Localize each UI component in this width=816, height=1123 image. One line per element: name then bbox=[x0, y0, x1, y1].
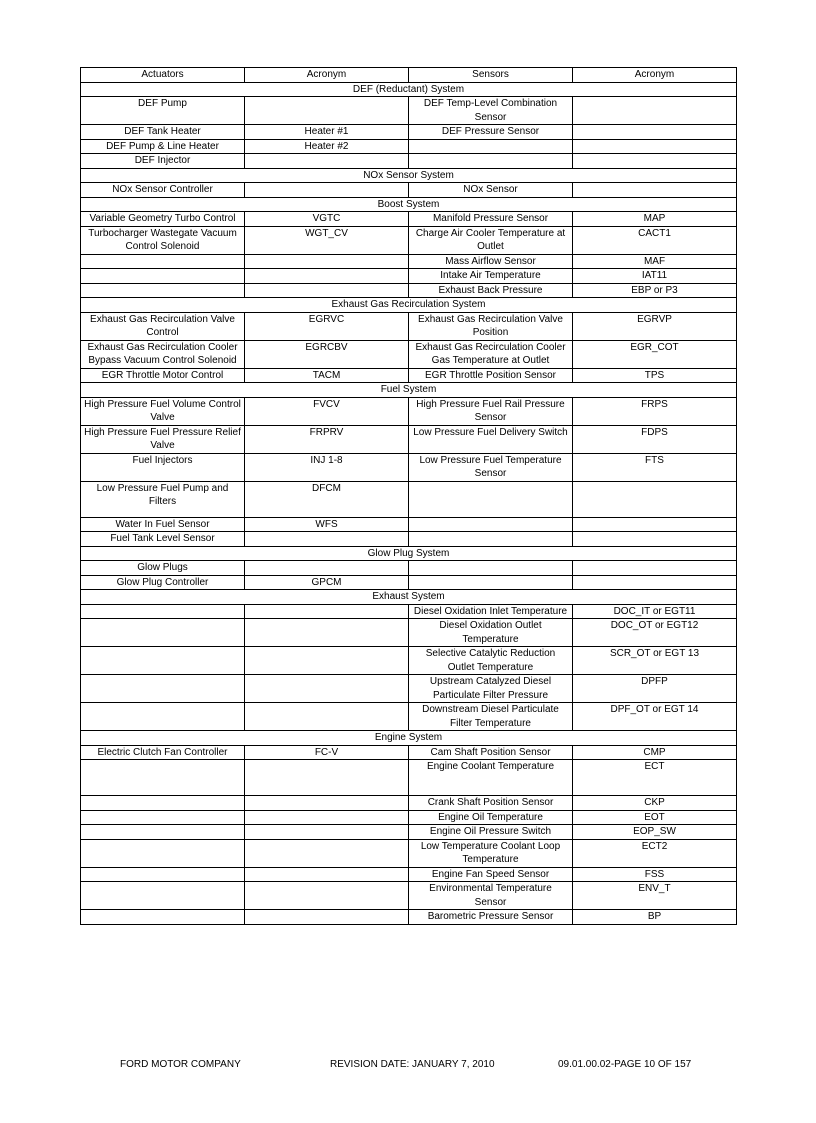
table-row bbox=[81, 604, 737, 619]
section-title: NOx Sensor System bbox=[81, 168, 737, 183]
table-row bbox=[81, 517, 737, 532]
actuator-cell bbox=[81, 867, 245, 882]
sensor-acronym-cell: DOC_IT or EGT11 bbox=[573, 604, 737, 619]
sensor-cell: Selective Catalytic Reduction Outlet Temperature bbox=[409, 647, 573, 675]
sensor-cell: Environmental Temperature Sensor bbox=[409, 882, 573, 910]
table-row bbox=[81, 97, 737, 125]
sensor-cell: Engine Fan Speed Sensor bbox=[409, 867, 573, 882]
table-row bbox=[81, 796, 737, 811]
sensor-acronym-cell bbox=[573, 517, 737, 532]
actuator-cell: Water In Fuel Sensor bbox=[81, 517, 245, 532]
actuator-acronym-cell bbox=[245, 183, 409, 198]
sensor-acronym-cell: EBP or P3 bbox=[573, 283, 737, 298]
actuator-cell: Exhaust Gas Recirculation Valve Control bbox=[81, 312, 245, 340]
sensor-cell: Manifold Pressure Sensor bbox=[409, 212, 573, 227]
table-row bbox=[81, 745, 737, 760]
sensor-acronym-cell bbox=[573, 481, 737, 517]
actuator-cell bbox=[81, 839, 245, 867]
table-row bbox=[81, 226, 737, 254]
table-row bbox=[81, 839, 737, 867]
actuator-acronym-cell bbox=[245, 882, 409, 910]
table-row bbox=[81, 340, 737, 368]
sensor-acronym-cell: CKP bbox=[573, 796, 737, 811]
section-title: Fuel System bbox=[81, 383, 737, 398]
sensor-acronym-cell: EGR_COT bbox=[573, 340, 737, 368]
sensor-acronym-cell bbox=[573, 125, 737, 140]
sensor-cell: Cam Shaft Position Sensor bbox=[409, 745, 573, 760]
sensor-acronym-cell: CMP bbox=[573, 745, 737, 760]
sensor-acronym-cell: MAP bbox=[573, 212, 737, 227]
actuator-acronym-cell bbox=[245, 283, 409, 298]
actuator-acronym-cell bbox=[245, 810, 409, 825]
sensor-acronym-cell bbox=[573, 154, 737, 169]
sensor-cell: Barometric Pressure Sensor bbox=[409, 910, 573, 925]
sensor-cell bbox=[409, 517, 573, 532]
sensor-cell: Diesel Oxidation Inlet Temperature bbox=[409, 604, 573, 619]
sensor-cell: Diesel Oxidation Outlet Temperature bbox=[409, 619, 573, 647]
table-row bbox=[81, 183, 737, 198]
actuator-cell bbox=[81, 675, 245, 703]
sensor-cell bbox=[409, 139, 573, 154]
sensor-acronym-cell: BP bbox=[573, 910, 737, 925]
actuator-cell bbox=[81, 269, 245, 284]
sensor-acronym-cell: DPFP bbox=[573, 675, 737, 703]
section-title: Exhaust System bbox=[81, 590, 737, 605]
sensor-acronym-cell: FRPS bbox=[573, 397, 737, 425]
table-row bbox=[81, 647, 737, 675]
actuator-acronym-cell bbox=[245, 839, 409, 867]
sensor-cell: Exhaust Gas Recirculation Valve Position bbox=[409, 312, 573, 340]
sensor-acronym-cell: EOP_SW bbox=[573, 825, 737, 840]
sensor-cell: Exhaust Gas Recirculation Cooler Gas Temperature at Outlet bbox=[409, 340, 573, 368]
actuator-acronym-cell bbox=[245, 269, 409, 284]
actuator-cell bbox=[81, 796, 245, 811]
actuator-acronym-cell: WFS bbox=[245, 517, 409, 532]
section-header-row bbox=[81, 590, 737, 605]
actuator-acronym-cell: DFCM bbox=[245, 481, 409, 517]
actuator-acronym-cell bbox=[245, 254, 409, 269]
sensor-cell: Exhaust Back Pressure bbox=[409, 283, 573, 298]
sensor-cell bbox=[409, 154, 573, 169]
sensor-acronym-cell bbox=[573, 97, 737, 125]
actuator-cell: NOx Sensor Controller bbox=[81, 183, 245, 198]
sensor-acronym-cell: CACT1 bbox=[573, 226, 737, 254]
table-row bbox=[81, 139, 737, 154]
table-row bbox=[81, 212, 737, 227]
sensor-cell: Downstream Diesel Particulate Filter Temperature bbox=[409, 703, 573, 731]
sensor-acronym-cell: IAT11 bbox=[573, 269, 737, 284]
section-title: Engine System bbox=[81, 731, 737, 746]
header-actuator-acronym: Acronym bbox=[245, 68, 409, 83]
section-title: DEF (Reductant) System bbox=[81, 82, 737, 97]
actuator-acronym-cell bbox=[245, 604, 409, 619]
actuator-acronym-cell bbox=[245, 675, 409, 703]
sensor-acronym-cell: ECT bbox=[573, 760, 737, 796]
sensor-cell: Engine Oil Temperature bbox=[409, 810, 573, 825]
table-row bbox=[81, 575, 737, 590]
sensor-cell: Engine Coolant Temperature bbox=[409, 760, 573, 796]
sensor-acronym-cell: ENV_T bbox=[573, 882, 737, 910]
actuator-cell: Turbocharger Wastegate Vacuum Control Solenoid bbox=[81, 226, 245, 254]
actuator-acronym-cell: EGRCBV bbox=[245, 340, 409, 368]
sensor-acronym-cell: FDPS bbox=[573, 425, 737, 453]
actuator-cell: Variable Geometry Turbo Control bbox=[81, 212, 245, 227]
table-row bbox=[81, 619, 737, 647]
sensor-cell: Upstream Catalyzed Diesel Particulate Filter Pressure bbox=[409, 675, 573, 703]
actuator-cell: High Pressure Fuel Pressure Relief Valve bbox=[81, 425, 245, 453]
section-header-row bbox=[81, 546, 737, 561]
table-row bbox=[81, 453, 737, 481]
footer-revision-date: REVISION DATE: JANUARY 7, 2010 bbox=[330, 1059, 495, 1070]
header-row bbox=[81, 68, 737, 83]
actuator-cell: EGR Throttle Motor Control bbox=[81, 368, 245, 383]
sensor-cell: DEF Temp-Level Combination Sensor bbox=[409, 97, 573, 125]
table-row bbox=[81, 825, 737, 840]
section-header-row bbox=[81, 168, 737, 183]
sensor-acronym-cell bbox=[573, 183, 737, 198]
sensor-cell: Low Pressure Fuel Temperature Sensor bbox=[409, 453, 573, 481]
actuator-cell bbox=[81, 254, 245, 269]
actuator-cell: Fuel Tank Level Sensor bbox=[81, 532, 245, 547]
actuator-acronym-cell bbox=[245, 825, 409, 840]
actuator-acronym-cell bbox=[245, 760, 409, 796]
table-row bbox=[81, 703, 737, 731]
table-row bbox=[81, 810, 737, 825]
table-row bbox=[81, 882, 737, 910]
table-row bbox=[81, 675, 737, 703]
actuator-acronym-cell bbox=[245, 97, 409, 125]
table-row bbox=[81, 532, 737, 547]
actuator-cell: Electric Clutch Fan Controller bbox=[81, 745, 245, 760]
sensor-acronym-cell bbox=[573, 139, 737, 154]
table-row bbox=[81, 368, 737, 383]
actuator-acronym-cell: Heater #2 bbox=[245, 139, 409, 154]
section-header-row bbox=[81, 383, 737, 398]
sensor-cell: High Pressure Fuel Rail Pressure Sensor bbox=[409, 397, 573, 425]
sensor-acronym-cell: FSS bbox=[573, 867, 737, 882]
sensor-acronym-cell: ECT2 bbox=[573, 839, 737, 867]
sensor-acronym-cell: SCR_OT or EGT 13 bbox=[573, 647, 737, 675]
actuator-acronym-cell bbox=[245, 703, 409, 731]
section-header-row bbox=[81, 731, 737, 746]
actuator-cell bbox=[81, 283, 245, 298]
section-header-row bbox=[81, 82, 737, 97]
actuator-cell: Low Pressure Fuel Pump and Filters bbox=[81, 481, 245, 517]
actuator-cell bbox=[81, 703, 245, 731]
actuator-acronym-cell bbox=[245, 619, 409, 647]
actuator-acronym-cell: FVCV bbox=[245, 397, 409, 425]
actuator-acronym-cell: GPCM bbox=[245, 575, 409, 590]
sensor-cell bbox=[409, 481, 573, 517]
table-row bbox=[81, 760, 737, 796]
actuator-acronym-cell: INJ 1-8 bbox=[245, 453, 409, 481]
actuator-cell bbox=[81, 647, 245, 675]
actuator-acronym-cell bbox=[245, 561, 409, 576]
sensor-acronym-cell: TPS bbox=[573, 368, 737, 383]
table-row bbox=[81, 154, 737, 169]
sensor-cell: Charge Air Cooler Temperature at Outlet bbox=[409, 226, 573, 254]
sensor-cell: DEF Pressure Sensor bbox=[409, 125, 573, 140]
actuator-acronym-cell: FRPRV bbox=[245, 425, 409, 453]
actuator-cell bbox=[81, 604, 245, 619]
actuator-cell: Glow Plugs bbox=[81, 561, 245, 576]
sensor-acronym-cell: DOC_OT or EGT12 bbox=[573, 619, 737, 647]
actuator-acronym-cell: WGT_CV bbox=[245, 226, 409, 254]
actuator-cell bbox=[81, 760, 245, 796]
sensor-cell bbox=[409, 575, 573, 590]
actuator-acronym-cell bbox=[245, 647, 409, 675]
actuator-cell: Glow Plug Controller bbox=[81, 575, 245, 590]
sensor-cell bbox=[409, 561, 573, 576]
actuator-cell: DEF Tank Heater bbox=[81, 125, 245, 140]
actuator-cell bbox=[81, 882, 245, 910]
table-row bbox=[81, 867, 737, 882]
sensor-acronym-cell: EOT bbox=[573, 810, 737, 825]
section-header-row bbox=[81, 298, 737, 313]
sensor-acronym-cell bbox=[573, 561, 737, 576]
table-row bbox=[81, 397, 737, 425]
actuator-cell: DEF Pump bbox=[81, 97, 245, 125]
section-title: Boost System bbox=[81, 197, 737, 212]
actuator-acronym-cell bbox=[245, 867, 409, 882]
actuator-acronym-cell bbox=[245, 154, 409, 169]
actuator-acronym-cell bbox=[245, 532, 409, 547]
table-row bbox=[81, 312, 737, 340]
table-row bbox=[81, 269, 737, 284]
header-sensors: Sensors bbox=[409, 68, 573, 83]
header-actuators: Actuators bbox=[81, 68, 245, 83]
table-row bbox=[81, 125, 737, 140]
sensor-acronym-cell: FTS bbox=[573, 453, 737, 481]
table-row bbox=[81, 283, 737, 298]
sensor-cell: Crank Shaft Position Sensor bbox=[409, 796, 573, 811]
actuator-acronym-cell: EGRVC bbox=[245, 312, 409, 340]
sensor-acronym-cell bbox=[573, 575, 737, 590]
sensor-cell: Engine Oil Pressure Switch bbox=[409, 825, 573, 840]
section-header-row bbox=[81, 197, 737, 212]
table-row bbox=[81, 254, 737, 269]
sensor-acronym-cell bbox=[573, 532, 737, 547]
section-title: Exhaust Gas Recirculation System bbox=[81, 298, 737, 313]
table-row bbox=[81, 561, 737, 576]
actuator-cell: DEF Pump & Line Heater bbox=[81, 139, 245, 154]
actuator-cell: DEF Injector bbox=[81, 154, 245, 169]
table-row bbox=[81, 425, 737, 453]
actuator-acronym-cell: VGTC bbox=[245, 212, 409, 227]
sensor-cell: Intake Air Temperature bbox=[409, 269, 573, 284]
sensor-cell: EGR Throttle Position Sensor bbox=[409, 368, 573, 383]
sensor-cell: NOx Sensor bbox=[409, 183, 573, 198]
sensor-acronym-cell: DPF_OT or EGT 14 bbox=[573, 703, 737, 731]
actuator-sensor-table bbox=[80, 67, 737, 925]
actuator-cell bbox=[81, 910, 245, 925]
actuator-cell: Fuel Injectors bbox=[81, 453, 245, 481]
table-body bbox=[81, 68, 737, 925]
actuator-acronym-cell: FC-V bbox=[245, 745, 409, 760]
table-row bbox=[81, 481, 737, 517]
footer-page-number: 09.01.00.02-PAGE 10 OF 157 bbox=[558, 1059, 692, 1070]
actuator-cell: High Pressure Fuel Volume Control Valve bbox=[81, 397, 245, 425]
actuator-cell bbox=[81, 619, 245, 647]
actuator-cell: Exhaust Gas Recirculation Cooler Bypass Vacuum Control Solenoid bbox=[81, 340, 245, 368]
section-title: Glow Plug System bbox=[81, 546, 737, 561]
table-row bbox=[81, 910, 737, 925]
sensor-acronym-cell: MAF bbox=[573, 254, 737, 269]
actuator-acronym-cell: Heater #1 bbox=[245, 125, 409, 140]
sensor-acronym-cell: EGRVP bbox=[573, 312, 737, 340]
actuator-acronym-cell: TACM bbox=[245, 368, 409, 383]
actuator-cell bbox=[81, 810, 245, 825]
actuator-acronym-cell bbox=[245, 796, 409, 811]
actuator-cell bbox=[81, 825, 245, 840]
footer-company: FORD MOTOR COMPANY bbox=[120, 1059, 241, 1070]
sensor-cell: Low Temperature Coolant Loop Temperature bbox=[409, 839, 573, 867]
sensor-cell: Low Pressure Fuel Delivery Switch bbox=[409, 425, 573, 453]
sensor-cell: Mass Airflow Sensor bbox=[409, 254, 573, 269]
actuator-acronym-cell bbox=[245, 910, 409, 925]
header-sensor-acronym: Acronym bbox=[573, 68, 737, 83]
sensor-cell bbox=[409, 532, 573, 547]
